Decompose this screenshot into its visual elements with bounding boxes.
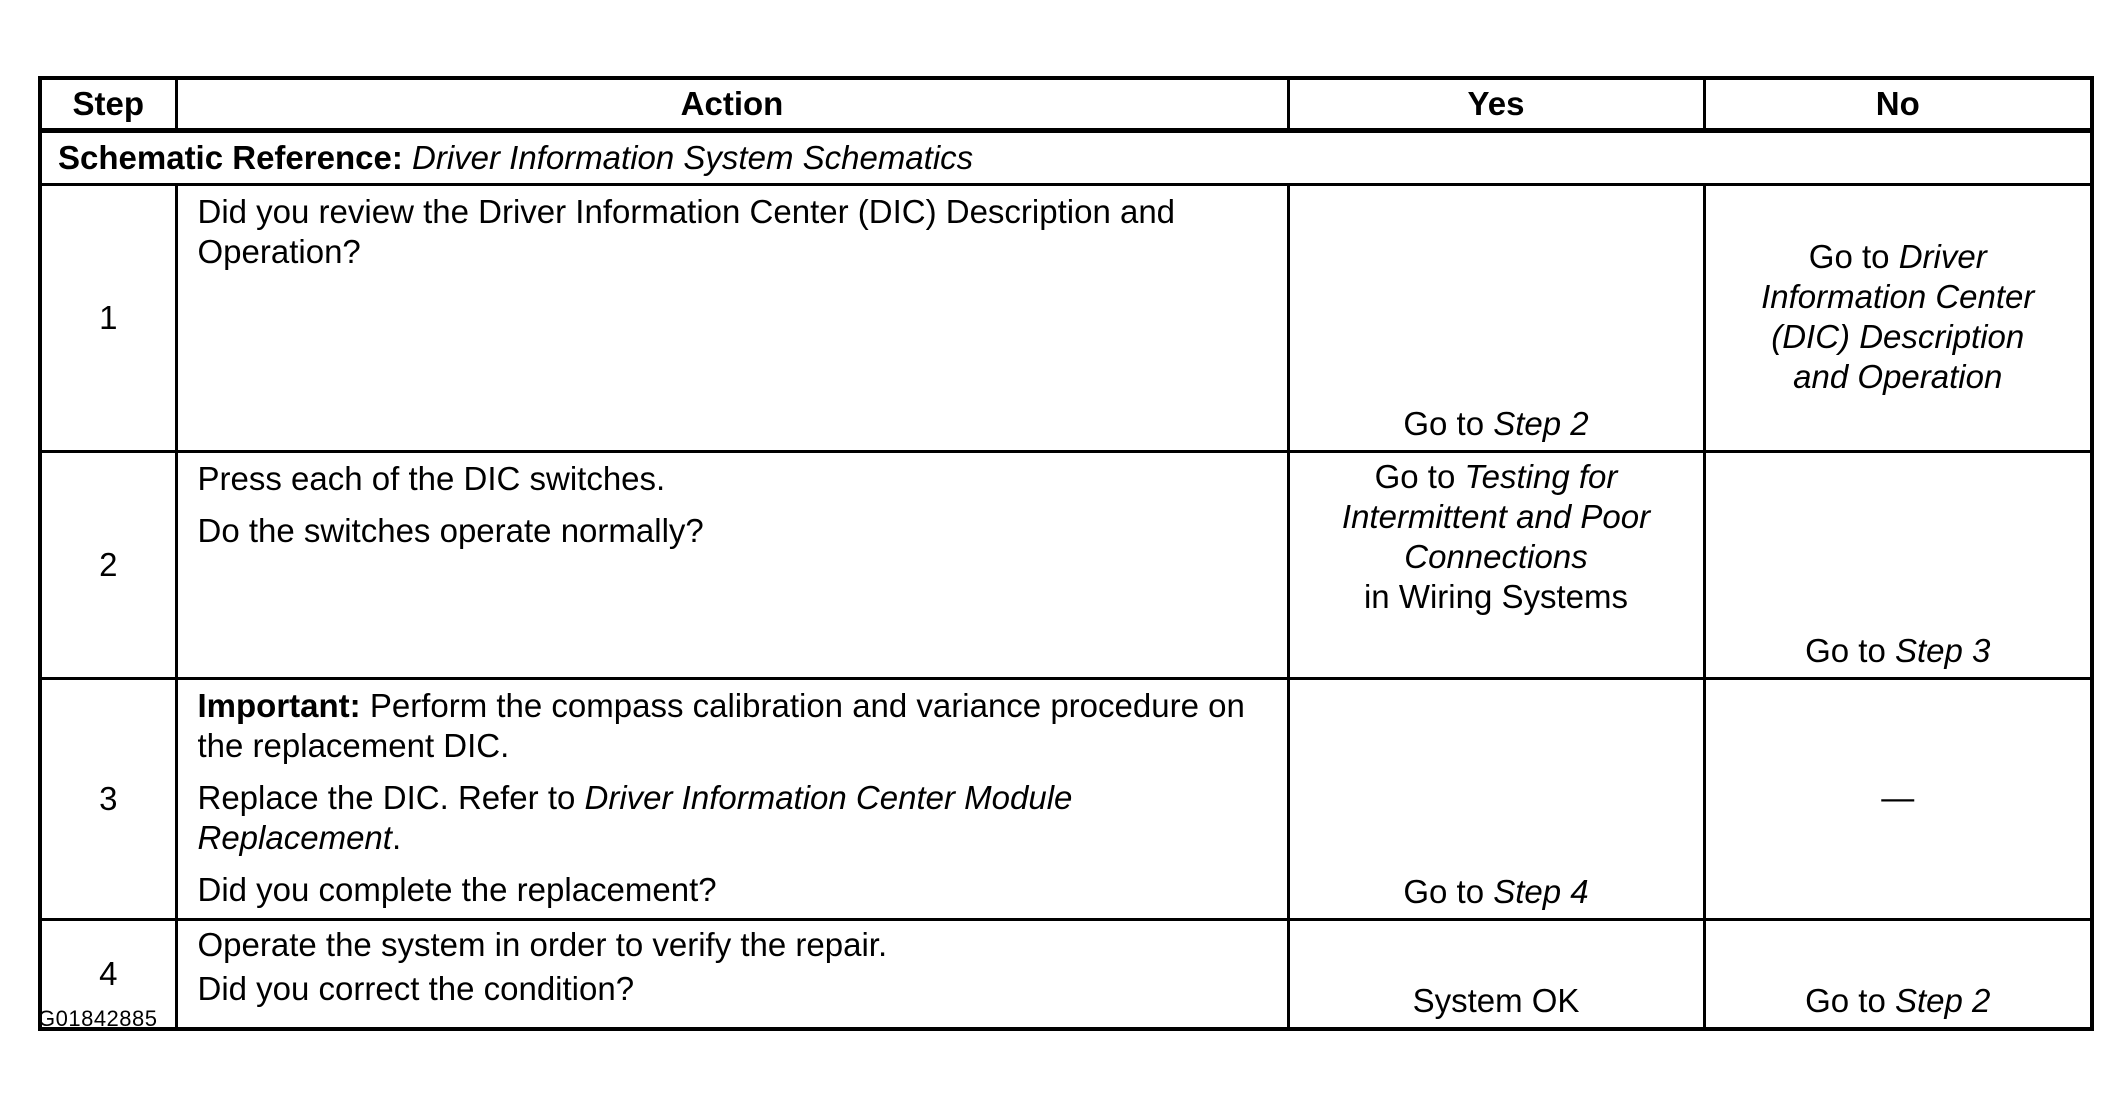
no-cell [1704, 920, 2092, 1030]
action-text: Press each of the DIC switches. [197, 460, 666, 497]
header-no: No [1704, 78, 2092, 131]
important-label: Important: [197, 687, 361, 724]
diagnostic-table [38, 76, 2094, 1031]
no-cell [1704, 452, 2092, 679]
schematic-reference-row [40, 131, 2092, 185]
table-row [40, 452, 2092, 679]
table-row [40, 920, 2092, 1030]
action-text: Operate the system in order to verify the repair. [197, 926, 888, 963]
replace-instruction [198, 778, 1267, 858]
no-prefix: Go to [1808, 238, 1899, 275]
step-number: 3 [40, 679, 176, 920]
table-row [40, 185, 2092, 452]
yes-link[interactable]: Step 4 [1493, 873, 1589, 910]
yes-link[interactable]: Step 2 [1493, 405, 1589, 442]
action-cell [176, 679, 1288, 920]
action-question: Did you complete the replacement? [197, 871, 717, 908]
yes-prefix: Go to [1403, 405, 1494, 442]
table-row [40, 679, 2092, 920]
header-yes: Yes [1288, 78, 1704, 131]
replace-prefix: Replace the DIC. Refer to [197, 779, 585, 816]
step-number: 2 [40, 452, 176, 679]
no-link[interactable]: Step 3 [1894, 632, 1991, 669]
important-text: Perform the compass calibration and variance procedure on the replacement DIC. [197, 687, 1245, 764]
no-cell [1704, 185, 2092, 452]
step-number: 4 [40, 920, 176, 1030]
figure-id: G01842885 [38, 1006, 158, 1031]
no-cell: — [1704, 679, 2092, 920]
header-step: Step [40, 78, 176, 131]
action-cell [176, 920, 1288, 1030]
action-question: Did you correct the condition? [197, 970, 635, 1007]
no-link[interactable]: Driver Information Center (DIC) Description and Operation [1761, 238, 2035, 395]
replace-suffix: . [391, 819, 402, 856]
action-question: Do the switches operate normally? [197, 512, 704, 549]
step-number: 1 [40, 185, 176, 452]
schematic-reference-link[interactable]: Driver Information System Schematics [412, 139, 974, 176]
schematic-reference-label: Schematic Reference: [58, 139, 403, 176]
no-prefix: Go to [1805, 982, 1895, 1019]
important-note [198, 686, 1267, 766]
yes-cell [1288, 452, 1704, 679]
yes-link[interactable]: Testing for Intermittent and Poor Connections [1341, 458, 1651, 575]
header-row [40, 78, 2092, 131]
no-link[interactable]: Step 2 [1894, 982, 1991, 1019]
action-text: Did you review the Driver Information Center (DIC) Description and Operation? [197, 193, 1176, 270]
yes-prefix: Go to [1374, 458, 1465, 495]
replace-link[interactable]: Driver Information Center Module Replacement [197, 779, 1073, 856]
schematic-reference [40, 131, 2092, 185]
no-prefix: Go to [1805, 632, 1895, 669]
action-cell [176, 452, 1288, 679]
yes-suffix: in Wiring Systems [1363, 578, 1629, 615]
yes-prefix: Go to [1403, 873, 1494, 910]
yes-cell [1288, 185, 1704, 452]
yes-cell [1288, 679, 1704, 920]
yes-cell: System OK [1288, 920, 1704, 1030]
action-cell [176, 185, 1288, 452]
header-action: Action [176, 78, 1288, 131]
